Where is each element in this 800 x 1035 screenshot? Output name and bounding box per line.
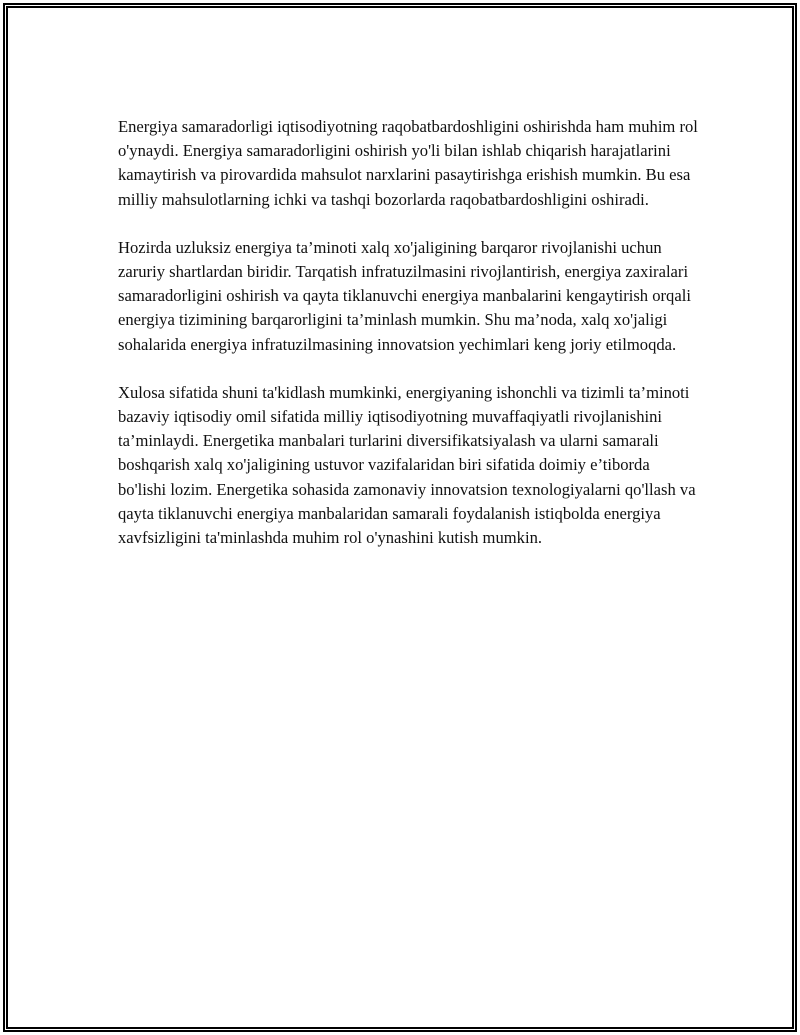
- paragraph-conclusion: Xulosa sifatida shuni ta'kidlash mumkinki, energiyaning ishonchli va tizimli ta’minoti bazaviy iqtisodiy omil sifatida milliy iqtisodiyotning muvaffaqiyatli rivojlanishini ta’minlaydi. Energetika manbalari turlarini diversifikatsiyalash va ularni samarali boshqarish xalq xo'jaligining ustuvor vazifalaridan biri sifatida doimiy e’tiborda bo'lishi lozim. Energetika sohasida zamonaviy innovatsion texnologiyalarni qo'llash va qayta tiklanuvchi energiya manbalaridan samarali foydalanish istiqbolda energiya xavfsizligini ta'minlashda muhim rol o'ynashini kutish mumkin.: [118, 382, 696, 548]
- paragraph-energy-supply: Hozirda uzluksiz energiya ta’minoti xalq xo'jaligining barqaror rivojlanishi uchun zaruriy shartlardan biridir. Tarqatish infratuzilmasini rivojlantirish, energiya zaxiralari samaradorligini oshirish va qayta tiklanuvchi energiya manbalarini kengaytirish orqali energiya tizimining barqarorligini ta’minlash mumkin. Shu ma’noda, xalq xo'jaligi sohalarida energiya infratuzilmasining innovatsion yechimlari keng joriy etilmoqda.: [118, 237, 691, 354]
- paragraph-competitiveness: Energiya samaradorligi iqtisodiyotning raqobatbardoshligini oshirishda ham muhim rol o'ynaydi. Energiya samaradorligini oshirish yo'li bilan ishlab chiqarish harajatlarini kamaytirish va pirovardida mahsulot narxlarini pasaytirishga erishish mumkin. Bu esa milliy mahsulotlarning ichki va tashqi bozorlarda raqobatbardoshligini oshiradi.: [118, 117, 698, 209]
- document-body: [118, 115, 698, 574]
